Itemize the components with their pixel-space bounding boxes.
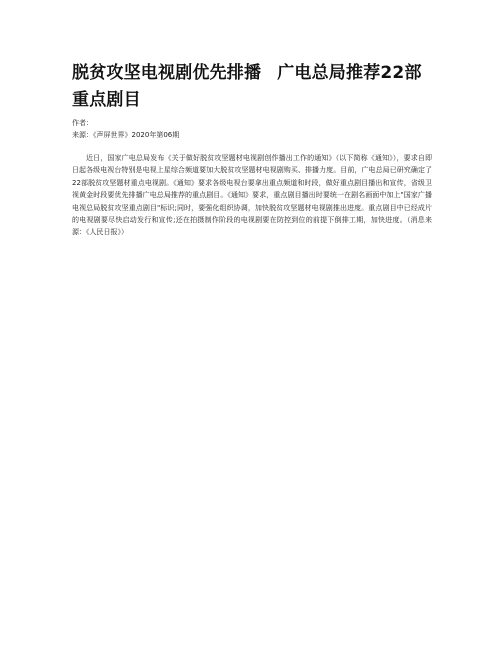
article-title-part-2: 广电总局推荐22部重点剧目 [72,63,422,110]
article-body: 近日，国家广电总局发布《关于做好脱贫攻坚题材电视剧创作播出工作的通知》（以下简称《通知》），要求自即日起各级电视台特别是电视上星综合频道要加大脱贫攻坚题材电视剧购买、排播力度。目前，广电总局已研究确定了22部脱贫攻坚题材重点电视剧。《通知》要求各级电视台要拿出重点频道和时段，做好重点剧目播出和宣传，省级卫视黄金时段要优先排播广电总局推荐的重点剧目。《通知》要求，重点剧目播出时要统一在剧名画面中加上"国家广播电视总局脱贫攻坚重点剧目"标识;同时，要强化组织协调，加快脱贫攻坚题材电视剧推出进度。重点剧目中已经成片的电视剧要尽快启动发行和宣传;还在拍摄制作阶段的电视剧要在防控到位的前提下倒排工期，加快进度。（消息来源：《人民日报》） [72,154,432,237]
source-line: 来源：《声屏世界》2020年第06期 [72,131,180,139]
author-line: 作者： [72,119,93,127]
article-title [72,60,432,114]
article-title-part-1: 脱贫攻坚电视剧优先排播 [72,63,262,83]
